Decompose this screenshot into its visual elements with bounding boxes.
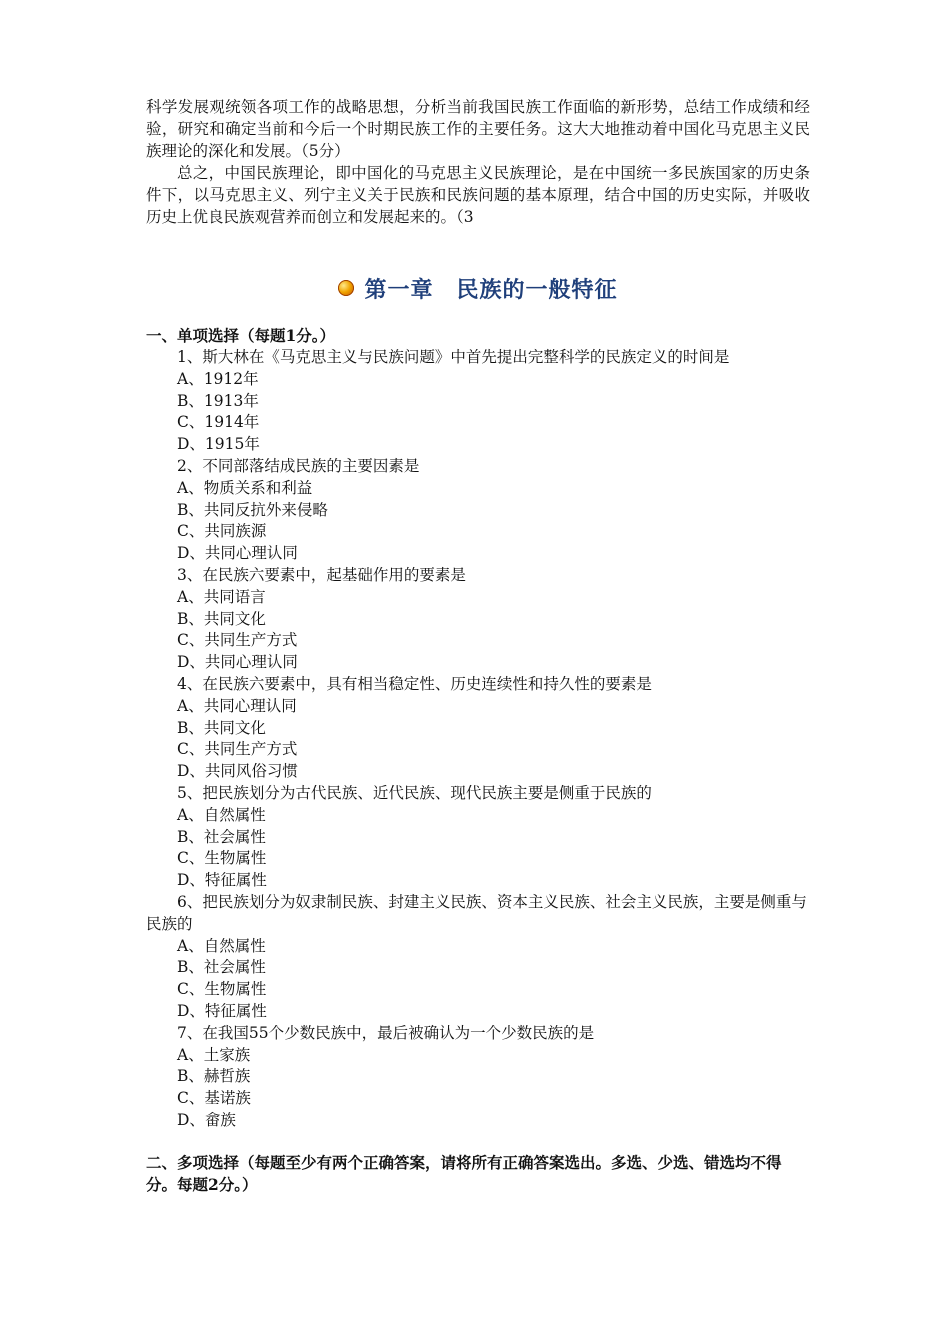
answer-option: C、生物属性 <box>177 980 267 999</box>
answer-option: C、基诺族 <box>177 1089 251 1108</box>
intro-paragraph-1: 科学发展观统领各项工作的战略思想，分析当前我国民族工作面临的新形势，总结工作成绩和经验，研究和确定当前和今后一个时期民族工作的主要任务。这大大地推动着中国化马克思主义民族理论的深化和发展。（5分） <box>146 98 810 160</box>
question-text: 3、在民族六要素中，起基础作用的要素是 <box>177 565 466 584</box>
question-6: 6、把民族划分为奴隶制民族、封建主义民族、资本主义民族、社会主义民族，主要是侧重与民族的 <box>146 892 807 933</box>
answer-option: A、1912年 <box>177 369 259 388</box>
answer-option: D、特征属性 <box>177 871 267 890</box>
answer-option: B、社会属性 <box>177 827 266 846</box>
answer-option: D、畲族 <box>177 1110 236 1129</box>
answer-option: B、共同反抗外来侵略 <box>177 500 328 519</box>
answer-option: D、共同心理认同 <box>177 653 298 672</box>
chapter-heading <box>146 268 810 308</box>
answer-option: B、共同文化 <box>177 718 266 737</box>
intro-paragraph-2: 总之，中国民族理论，即中国化的马克思主义民族理论，是在中国统一多民族国家的历史条件下，以马克思主义、列宁主义关于民族和民族问题的基本原理，结合中国的历史实际，并吸收历史上优良民族观营养而创立和发展起来的。（3 <box>146 164 810 226</box>
answer-option: A、共同语言 <box>177 587 266 606</box>
chapter-bullet-icon <box>338 280 354 296</box>
answer-option: B、社会属性 <box>177 958 266 977</box>
answer-option: C、共同生产方式 <box>177 740 298 759</box>
question-text: 7、在我国55个少数民族中，最后被确认为一个少数民族的是 <box>177 1023 595 1042</box>
answer-option: C、共同族源 <box>177 522 267 541</box>
answer-option: A、自然属性 <box>177 936 266 955</box>
answer-option: B、赫哲族 <box>177 1067 251 1086</box>
question-text: 4、在民族六要素中，具有相当稳定性、历史连续性和持久性的要素是 <box>177 674 652 693</box>
answer-option: C、共同生产方式 <box>177 631 298 650</box>
answer-option: D、共同心理认同 <box>177 544 298 563</box>
answer-option: A、共同心理认同 <box>177 696 297 715</box>
question-text: 1、斯大林在《马克思主义与民族问题》中首先提出完整科学的民族定义的时间是 <box>177 348 730 366</box>
answer-option: B、共同文化 <box>177 609 266 628</box>
answer-option: B、1913年 <box>177 391 259 410</box>
question-text: 2、不同部落结成民族的主要因素是 <box>177 456 420 475</box>
chapter-title: 第一章 民族的一般特征 <box>364 277 618 303</box>
answer-option: D、共同风俗习惯 <box>177 762 298 781</box>
answer-option: A、自然属性 <box>177 805 266 824</box>
answer-option: A、物质关系和利益 <box>177 478 313 497</box>
answer-option: A、土家族 <box>177 1045 251 1064</box>
question-text: 5、把民族划分为古代民族、近代民族、现代民族主要是侧重于民族的 <box>177 783 652 802</box>
answer-option: D、特征属性 <box>177 1001 267 1020</box>
answer-option: C、1914年 <box>177 413 260 432</box>
answer-option: D、1915年 <box>177 435 260 454</box>
section-heading-multiple-choice: 二、多项选择（每题至少有两个正确答案，请将所有正确答案选出。多选、少选、错选均不得分。每题2分。） <box>146 1152 782 1194</box>
answer-option: C、生物属性 <box>177 849 267 868</box>
document-page <box>146 96 810 1196</box>
single-choice-list <box>146 347 810 892</box>
single-choice-list-continued <box>146 936 810 1132</box>
section-heading-single-choice: 一、单项选择（每题1分。） <box>146 326 336 345</box>
